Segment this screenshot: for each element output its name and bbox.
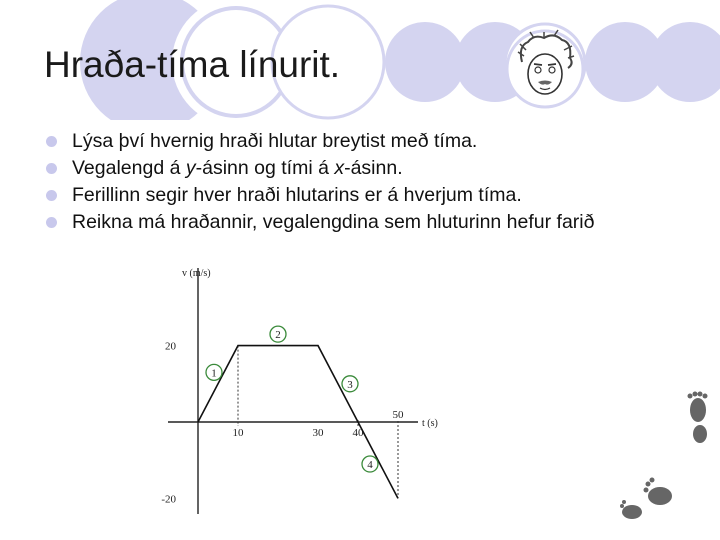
text-run: Ferillinn segir hver hraði hlutarins er á hverjum tíma. [72, 184, 522, 206]
einstein-portrait-icon [504, 28, 586, 110]
x-tick-label: 50 [392, 409, 404, 421]
x-tick-label: 30 [312, 427, 324, 439]
velocity-time-graph [150, 262, 450, 520]
y-axis-label: v (m/s) [182, 268, 211, 279]
bullet-item [44, 182, 594, 209]
italic-text: x [334, 157, 345, 179]
bullet-item [44, 209, 594, 236]
bullet-text [72, 130, 477, 152]
bullet-dot-icon [46, 217, 57, 228]
bullet-dot-icon [46, 190, 57, 201]
bullet-dot-icon [46, 136, 57, 147]
italic-text: y [185, 157, 196, 179]
bullet-text [72, 211, 594, 233]
text-run: -ásinn og tími á [195, 157, 335, 179]
slide-title: Hraða-tíma línurit. [44, 44, 341, 85]
y-tick-label: -20 [161, 493, 176, 506]
bullet-dot-icon [46, 163, 57, 174]
text-run: Reikna má hraðannir, vegalengdina sem hluturinn hefur farið [72, 211, 595, 233]
bullet-text [72, 184, 522, 206]
bullet-item [44, 128, 594, 155]
x-tick-label: 40 [352, 427, 364, 439]
segment-label: 3 [347, 378, 353, 391]
x-axis-label: t (s) [422, 418, 438, 429]
segment-label: 1 [211, 367, 217, 380]
text-run: Lýsa því hvernig hraði hlutar breytist með tíma. [72, 130, 478, 152]
text-run: Vegalengd á [72, 157, 186, 179]
segment-label: 4 [367, 459, 373, 472]
bullet-list [44, 128, 594, 236]
bullet-text [72, 157, 403, 179]
x-tick-label: 10 [232, 427, 244, 439]
y-tick-label: 20 [165, 340, 176, 353]
segment-label: 2 [275, 329, 281, 342]
text-run: -ásinn. [344, 157, 403, 179]
bullet-item [44, 155, 594, 182]
footprints-icon [600, 390, 720, 530]
